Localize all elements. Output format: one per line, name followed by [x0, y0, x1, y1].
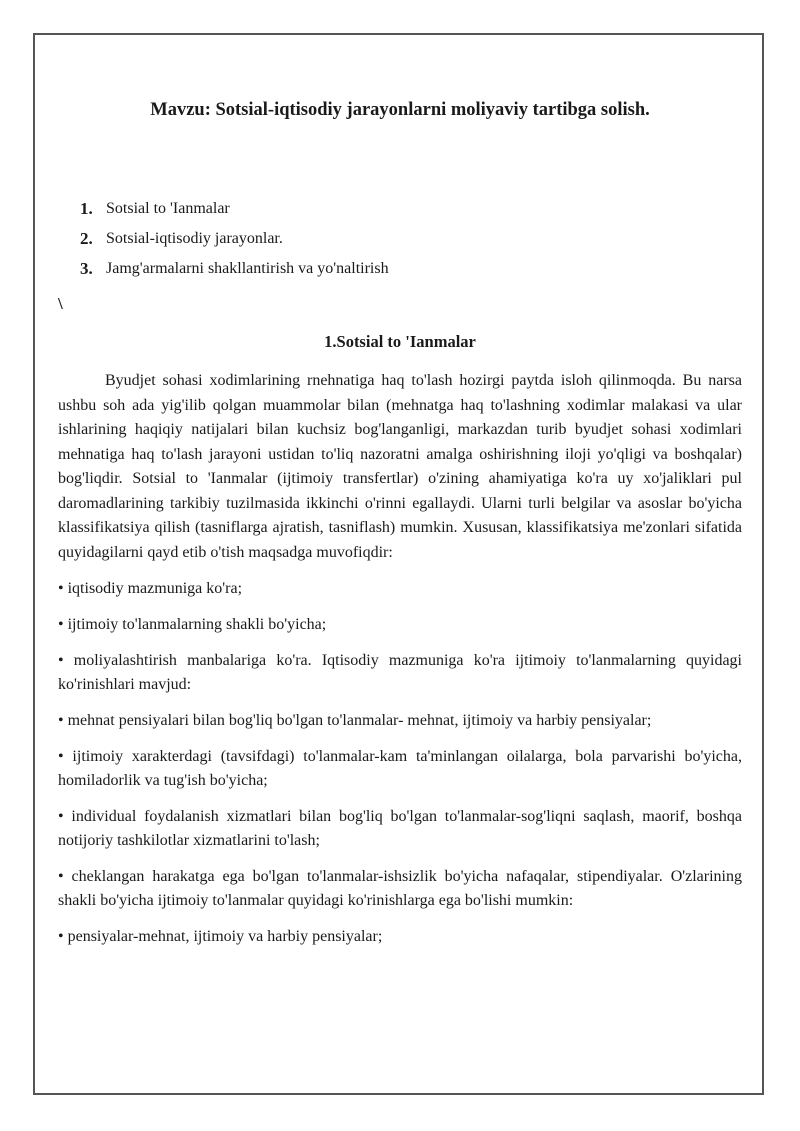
toc-number: 3.	[80, 259, 93, 278]
toc-item	[58, 254, 742, 284]
bullet-item: • pensiyalar-mehnat, ijtimoiy va harbiy pensiyalar;	[58, 928, 383, 945]
toc-number: 1.	[80, 199, 93, 218]
table-of-contents	[58, 194, 742, 284]
bullet-item: • iqtisodiy mazmuniga ko'ra;	[58, 580, 243, 597]
bullet-item: • individual foydalanish xizmatlari bilan bog'liq bo'lgan to'lanmalar-sog'liqni saqlash, maorif, boshqa notijoriy tashkilotlar xizmatlarini to'lash;	[58, 808, 742, 849]
toc-number: 2.	[80, 229, 93, 248]
toc-item	[58, 194, 742, 224]
bullet-item: • moliyalashtirish manbalariga ko'ra. Iqtisodiy mazmuniga ko'ra ijtimoiy to'lanmalarning quyidagi ko'rinishlari mavjud:	[58, 652, 742, 693]
body-paragraph: Byudjet sohasi xodimlarining rnehnatiga haq to'lash hozirgi paytda isloh qilinmoqda. Bu narsa ushbu soh ada yig'ilib qolgan muammolar bilan (mehnatga haq to'lashning xodimlar malakasi va ular ishlarining haqiqiy natijalari bilan kuchsiz bog'langanligi, markazdan turib byudjet sohasi xodimlari mehnatiga haq to'lash jarayoni ustidan to'liq nazoratni amalga oshirishning iloji yo'qligi va boshqalar) bog'liqdir. Sotsial to 'Ianmalar (ijtimoiy transfertlar) o'zining ahamiyatiga ko'ra uy xo'jaliklari pul daromadlarining tarkibiy tuzilmasida ikkinchi o'rinni egallaydi. Ularni turli belgilar va asoslar bo'yicha klassifikatsiya qilish (tasniflarga ajratish, tasniflash) mumkin. Xususan, klassifikatsiya me'zonlari sifatida quyidagilarni qayd etib o'tish maqsadga muvofiqdir:	[58, 372, 742, 561]
document-title: Mavzu: Sotsial-iqtisodiy jarayonlarni moliyaviy tartibga solish.	[150, 100, 650, 120]
bullet-item: • cheklangan harakatga ega bo'lgan to'lanmalar-ishsizlik bo'yicha nafaqalar, stipendiyalar. O'zlarining shakli bo'yicha ijtimoiy to'lanmalar quyidagi ko'rinishlarga ega bo'lishi mumkin:	[58, 868, 742, 909]
toc-text: Jamg'armalarni shakllantirish va yo'naltirish	[106, 260, 389, 277]
bullet-item: • mehnat pensiyalari bilan bog'liq bo'lgan to'lanmalar- mehnat, ijtimoiy va harbiy pensiyalar;	[58, 712, 652, 729]
toc-text: Sotsial-iqtisodiy jarayonlar.	[106, 230, 283, 247]
bullet-item: • ijtimoiy xarakterdagi (tavsifdagi) to'lanmalar-kam ta'minlangan oilalarga, bola parvarishi bo'yicha, homiladorlik va tug'ish bo'yicha;	[58, 748, 742, 789]
bullet-item: • ijtimoiy to'lanmalarning shakli bo'yicha;	[58, 616, 327, 633]
stray-backslash: \	[58, 294, 63, 313]
toc-item	[58, 224, 742, 254]
document-content	[58, 96, 742, 949]
section-heading: 1.Sotsial to 'Ianmalar	[324, 332, 476, 351]
toc-text: Sotsial to 'Ianmalar	[106, 200, 230, 217]
